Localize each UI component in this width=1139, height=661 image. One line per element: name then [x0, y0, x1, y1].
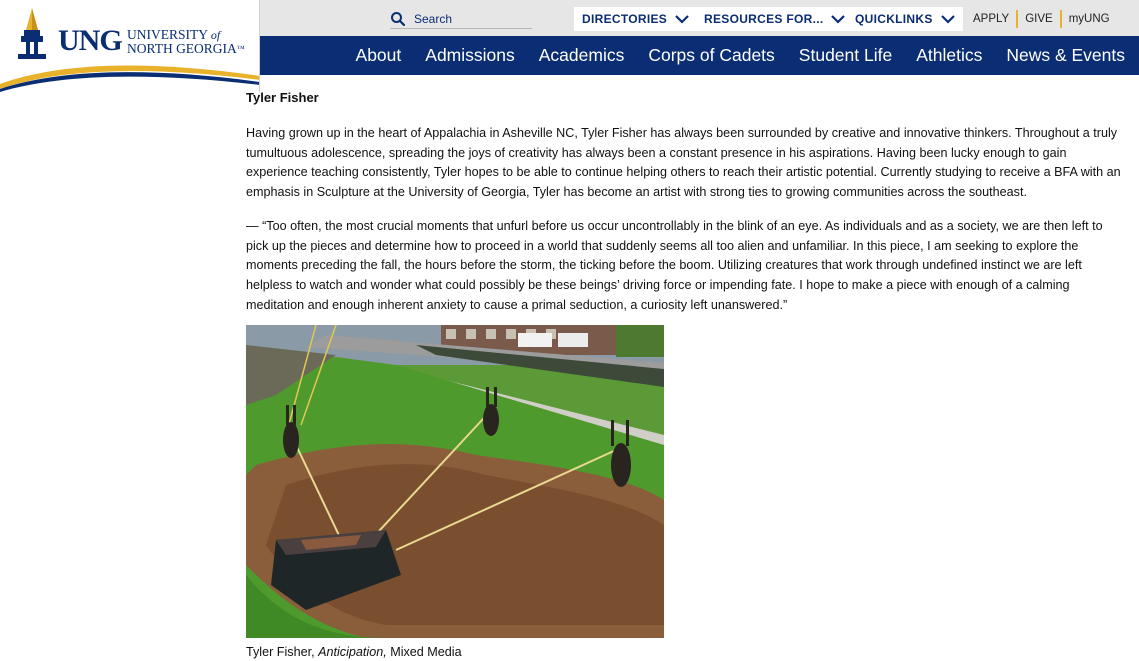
apply-link[interactable]: APPLY — [973, 13, 1010, 25]
artist-statement: — “Too often, the most crucial moments that unfurl before us occur uncontrollably in the blink of an eye. As individuals and as a society, we are then left to pick up the pieces and determine how to proceed in a world that suddenly seems all too alien and unfamiliar. In this piece, I am seeking to explore the moments preceding the fall, the hours before the storm, the ticking before the boom. Utilizing creatures that work through undefined instinct we are left helpless to watch and wonder what could possibly be these beings’ driving force or impending fate. I hope to make a piece with enough of a calming meditation and enough inherent anxiety to cause a primal seduction, a curiosity left unanswered.” — [246, 218, 1103, 312]
artist-name-heading: Tyler Fisher — [246, 90, 319, 105]
logo-abbreviation: UNG — [58, 24, 122, 57]
artwork-caption — [246, 645, 462, 659]
logo-swoosh — [0, 60, 260, 92]
directories-dropdown[interactable] — [574, 7, 697, 31]
logo-trademark: ™ — [236, 44, 245, 53]
chevron-down-icon — [831, 14, 845, 24]
search-input[interactable] — [414, 12, 524, 26]
tower-logo-icon — [12, 8, 52, 64]
caption-artist: Tyler Fisher, — [246, 645, 319, 659]
resources-for-dropdown[interactable] — [696, 7, 853, 31]
chevron-down-icon — [941, 14, 955, 24]
give-link[interactable]: GIVE — [1025, 13, 1053, 25]
university-logo[interactable] — [0, 0, 260, 92]
nav-admissions[interactable]: Admissions — [425, 45, 515, 65]
nav-student-life[interactable]: Student Life — [798, 45, 893, 65]
directories-label: DIRECTORIES — [582, 12, 668, 26]
myung-link[interactable]: myUNG — [1068, 13, 1110, 25]
nav-corps-of-cadets[interactable]: Corps of Cadets — [648, 45, 775, 65]
artist-bio: Having grown up in the heart of Appalachia in Asheville NC, Tyler Fisher has always been surrounded by creative and innovative thinkers. Throughout a truly tumultuous adolescence, spreading the joys of creativity has always been a constant presence in his aspirations. Having been lucky enough to gain experience teaching consistently, Tyler hopes to be able to continue helping others to reach their artistic potential. Currently studying to receive a BFA with an emphasis in Sculpture at the University of Georgia, Tyler has become an artist with strong ties to growing communities across the southeast. — [246, 126, 1121, 200]
resources-for-label: RESOURCES FOR... — [704, 12, 824, 26]
nav-academics[interactable]: Academics — [538, 45, 625, 65]
caption-medium: Mixed Media — [386, 645, 462, 659]
logo-wordmark — [127, 28, 245, 55]
quicklinks-dropdown[interactable] — [847, 7, 963, 31]
chevron-down-icon — [675, 14, 689, 24]
nav-news-events[interactable]: News & Events — [1006, 45, 1125, 65]
logo-word-university: UNIVERSITY — [127, 27, 208, 42]
search-box — [390, 9, 532, 29]
utility-links — [966, 10, 1117, 28]
nav-about[interactable]: About — [355, 45, 402, 65]
nav-athletics[interactable]: Athletics — [916, 45, 983, 65]
quicklinks-label: QUICKLINKS — [855, 12, 933, 26]
logo-word-of: of — [210, 28, 221, 42]
caption-title: Anticipation, — [318, 645, 387, 659]
main-content — [246, 90, 1126, 329]
logo-word-north-georgia: NORTH GEORGIA — [127, 41, 237, 56]
artwork-illustration — [246, 325, 664, 638]
utility-bar — [260, 0, 1139, 36]
main-nav — [260, 36, 1139, 75]
search-icon[interactable] — [390, 11, 406, 27]
artwork-photo[interactable] — [246, 325, 664, 638]
